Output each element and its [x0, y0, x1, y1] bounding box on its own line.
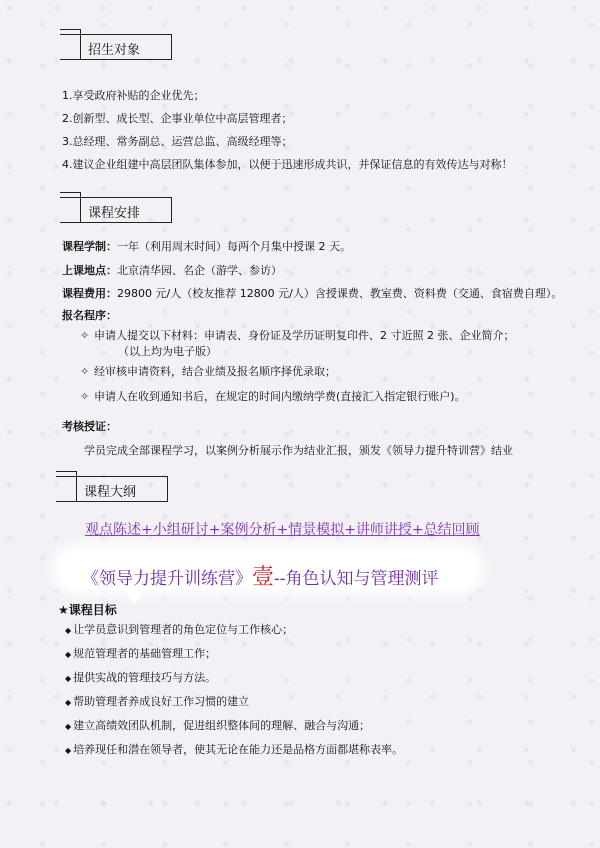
apply-step-note: （以上均为电子版）	[118, 345, 217, 358]
section-header-outline	[56, 476, 168, 502]
objective-item: ◆ 规范管理者的基础管理工作；	[65, 647, 217, 660]
diamond-outline-icon: ✧	[80, 329, 90, 342]
schedule-fee: 课程费用：29800 元/人（校友推荐 12800 元/人）含授课费、教室费、资料费（交通、食宿费自理）。	[62, 287, 563, 300]
diamond-filled-icon: ◆	[65, 674, 72, 683]
apply-step: ✧ 申请人提交以下材料：申请表、身份证及学历证明复印件、2 寸近照 2 张、企业简介；	[80, 329, 515, 342]
objective-item: ◆ 让学员意识到管理者的角色定位与工作核心；	[65, 623, 294, 636]
objective-item: ◆ 帮助管理者养成良好工作习惯的建立	[65, 695, 250, 708]
recruit-item: 1.享受政府补贴的企业优先；	[62, 89, 205, 102]
module-title: 《领导力提升训练营》壹--角色认知与管理测评	[82, 565, 439, 590]
section-title: 课程安排	[88, 206, 141, 221]
objective-item: ◆ 建立高绩效团队机制，促进组织整体间的理解、融合与沟通；	[65, 719, 371, 732]
diamond-filled-icon: ◆	[65, 746, 72, 755]
schedule-apply-label: 报名程序：	[62, 309, 117, 322]
diamond-filled-icon: ◆	[65, 722, 72, 731]
section-header-recruit	[60, 34, 172, 60]
section-title: 课程大纲	[84, 485, 137, 500]
recruit-item: 4.建议企业组建中高层团队集体参加，以便于迅速形成共识，并保证信息的有效传达与对称！	[62, 158, 513, 171]
section-title: 招生对象	[88, 43, 141, 58]
schedule-location: 上课地点：北京清华园、名企（游学、参访）	[62, 264, 282, 277]
diamond-filled-icon: ◆	[65, 650, 72, 659]
objectives-title: ★课程目标	[58, 603, 117, 617]
recruit-item: 2.创新型、成长型、企事业单位中高层管理者；	[62, 112, 293, 125]
diamond-outline-icon: ✧	[80, 365, 90, 378]
apply-step: ✧ 经审核申请资料，结合业绩及报名顺序择优录取；	[80, 365, 336, 378]
objective-item: ◆ 培养现任和潜在领导者，使其无论在能力还是品格方面都堪称表率。	[65, 743, 404, 756]
diamond-filled-icon: ◆	[65, 698, 72, 707]
course-methods: 观点陈述+小组研讨+案例分析+情景模拟+讲师讲授+总结回顾	[85, 522, 480, 538]
assess-label: 考核授证：	[62, 420, 117, 433]
section-header-schedule	[60, 197, 172, 223]
schedule-duration: 课程学制：一年（利用周末时间）每两个月集中授课 2 天。	[62, 240, 351, 253]
apply-step: ✧ 申请人在收到通知书后，在规定的时间内缴纳学费(直接汇入指定银行账户)。	[80, 390, 466, 403]
objective-item: ◆ 提供实战的管理技巧与方法。	[65, 671, 217, 684]
recruit-item: 3.总经理、常务副总、运营总监、高级经理等；	[62, 135, 293, 148]
diamond-outline-icon: ✧	[80, 390, 90, 403]
assess-value: 学员完成全部课程学习，以案例分析展示作为结业汇报，颁发《领导力提升特训营》结业	[84, 444, 513, 457]
diamond-filled-icon: ◆	[65, 626, 72, 635]
